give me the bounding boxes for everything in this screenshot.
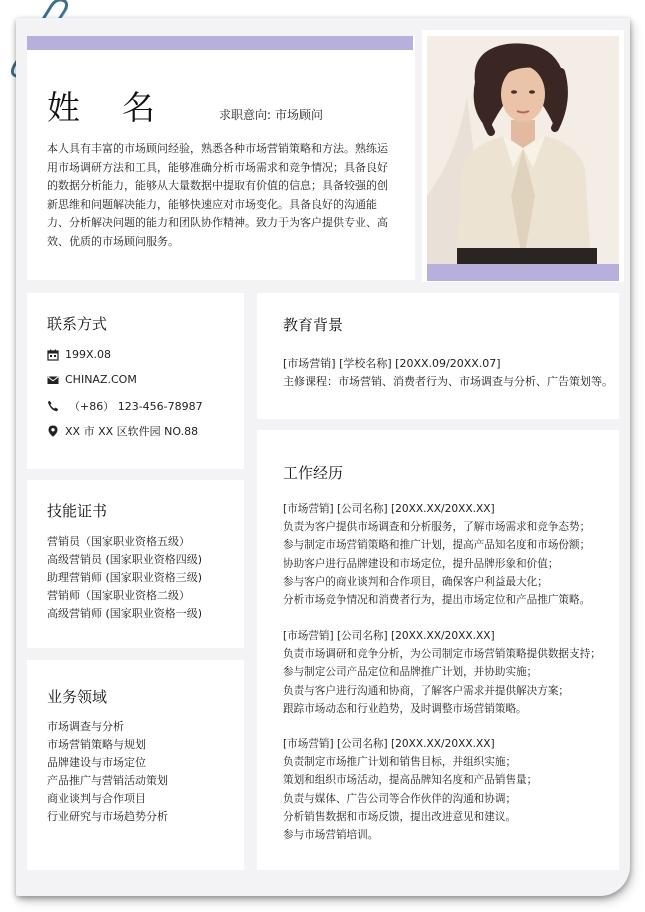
phone-value[interactable]: （+86） 123-456-78987 xyxy=(69,400,203,413)
job-duty: 参与制定市场营销策略和推广计划，提高产品知名度和市场份额； xyxy=(283,539,591,552)
business-item: 商业谈判与合作项目 xyxy=(47,792,146,805)
job-header: [市场营销] [公司名称] [20XX.XX/20XX.XX] xyxy=(283,738,495,750)
job-duty: 分析销售数据和市场反馈，提出改进意见和建议。 xyxy=(283,810,517,823)
job-intent-value: 市场顾问 xyxy=(275,108,324,122)
job-duty: 参与制定公司产品定位和品牌推广计划，并协助实施； xyxy=(283,666,538,679)
skill-item: 助理营销师 (国家职业资格三级) xyxy=(47,571,203,584)
header-accent-bar xyxy=(27,36,413,50)
candidate-name: 姓名 xyxy=(47,88,197,127)
profile-photo xyxy=(427,36,619,264)
profile-summary: 本人具有丰富的市场顾问经验，熟悉各种市场营销策略和方法。熟练运用市场调研方法和工具，能够准确分析市场需求和竞争情况；具备良好的数据分析能力，能够从大量数据中提取有价值的信息；具备较强的创新思维和问题解决能力，能够快速应对市场变化。具备良好的沟通能力、分析解决问题的能力和团队协作精神。致力于为客户提供专业、高效、优质的市场顾问服务。 xyxy=(47,142,388,248)
email-value[interactable]: CHINAZ.COM xyxy=(65,373,137,386)
address-row xyxy=(47,423,198,439)
job-duty: 策划和组织市场活动，提高品牌知名度和产品销售量； xyxy=(283,774,538,787)
business-list xyxy=(47,718,168,826)
skill-item: 营销员（国家职业资格五级） xyxy=(47,535,190,548)
skills-list xyxy=(47,533,202,623)
job-duty: 跟踪市场动态和行业趋势，及时调整市场营销策略。 xyxy=(283,702,527,715)
photo-accent-bar xyxy=(427,264,619,281)
job-header: [市场营销] [公司名称] [20XX.XX/20XX.XX] xyxy=(283,503,495,515)
business-title: 业务领域 xyxy=(47,688,108,706)
job-duty: 负责市场调研和竞争分析，为公司制定市场营销策略提供数据支持； xyxy=(283,648,601,661)
skill-item: 营销师（国家职业资格二级） xyxy=(47,589,190,602)
mail-icon xyxy=(47,374,59,386)
location-pin-icon xyxy=(47,425,59,437)
birth-value: 199X.08 xyxy=(65,348,112,361)
business-item: 产品推广与营销活动策划 xyxy=(47,774,168,787)
job-duty: 负责与客户进行沟通和协商，了解客户需求并提供解决方案； xyxy=(283,684,570,697)
skill-item: 高级营销师 (国家职业资格一级) xyxy=(47,607,203,620)
job-duty: 协助客户进行品牌建设和市场定位，提升品牌形象和价值； xyxy=(283,557,559,570)
work-title: 工作经历 xyxy=(283,464,344,482)
job-duty: 参与客户的商业谈判和合作项目，确保客户利益最大化； xyxy=(283,575,548,588)
job-duty: 参与市场营销培训。 xyxy=(283,829,379,842)
job-entry-2 xyxy=(283,627,601,718)
email-row xyxy=(47,373,137,386)
job-duty: 负责制定市场推广计划和销售目标，并组织实施； xyxy=(283,756,517,769)
business-item: 行业研究与市场趋势分析 xyxy=(47,810,168,823)
business-item: 市场营销策略与规划 xyxy=(47,738,146,751)
education-line-2: 主修课程：市场营销、消费者行为、市场调查与分析、广告策划等。 xyxy=(283,375,613,388)
phone-icon xyxy=(47,400,59,412)
job-duty: 负责为客户提供市场调查和分析服务，了解市场需求和竞争态势； xyxy=(283,521,591,534)
skills-title: 技能证书 xyxy=(47,502,108,520)
business-item: 市场调查与分析 xyxy=(47,720,124,733)
education-title: 教育背景 xyxy=(283,316,344,334)
job-duty: 分析市场竞争情况和消费者行为，提出市场定位和产品推广策略。 xyxy=(283,594,591,607)
contact-title: 联系方式 xyxy=(47,315,108,333)
education-details xyxy=(283,355,613,391)
business-item: 品牌建设与市场定位 xyxy=(47,756,146,769)
job-intent xyxy=(219,106,323,123)
job-entry-3 xyxy=(283,735,537,844)
education-line-1: [市场营销] [学校名称] [20XX.09/20XX.07] xyxy=(283,357,501,370)
job-intent-label: 求职意向: xyxy=(219,108,272,122)
phone-row xyxy=(47,398,203,414)
birth-row xyxy=(47,348,111,361)
job-entry-1 xyxy=(283,500,590,609)
skill-item: 高级营销员 (国家职业资格四级) xyxy=(47,553,203,566)
job-header: [市场营销] [公司名称] [20XX.XX/20XX.XX] xyxy=(283,630,495,642)
calendar-icon xyxy=(47,349,59,361)
address-value: XX 市 XX 区软件园 NO.88 xyxy=(65,425,199,438)
job-duty: 负责与媒体、广告公司等合作伙伴的沟通和协调； xyxy=(283,792,517,805)
